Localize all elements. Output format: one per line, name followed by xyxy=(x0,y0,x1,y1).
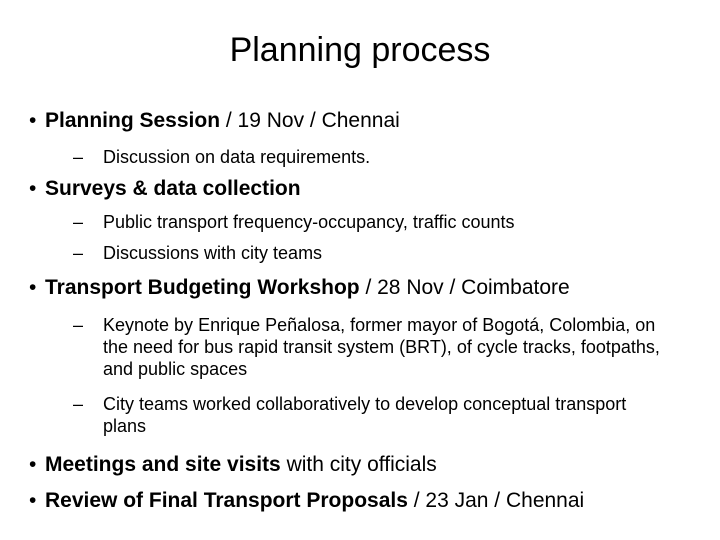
bullet-item-planning-session xyxy=(29,108,400,134)
bullet-rest-text: / 19 Nov / Chennai xyxy=(220,109,400,132)
sub-item-text: Discussion on data requirements. xyxy=(103,147,371,167)
sub-item-text: Public transport frequency-occupancy, traffic counts xyxy=(103,212,515,232)
bullet-rest-text: / 28 Nov / Coimbatore xyxy=(359,276,570,299)
bullet-item-surveys xyxy=(29,176,301,202)
sub-item-text: Discussions with city teams xyxy=(103,243,323,263)
bullet-icon: • xyxy=(29,276,37,299)
bullet-icon: • xyxy=(29,177,37,200)
bullet-bold-text: Review of Final Transport Proposals xyxy=(45,489,408,512)
sub-item-public-transport xyxy=(73,211,693,233)
sub-item-city-teams-discussions xyxy=(73,242,693,264)
sub-item-text: City teams worked collaboratively to develop conceptual transport plans xyxy=(103,394,627,436)
slide-title: Planning process xyxy=(229,31,491,69)
bullet-bold-text: Surveys & data collection xyxy=(45,177,301,200)
bullet-icon: • xyxy=(29,453,37,476)
sub-item-keynote xyxy=(73,314,663,380)
dash-icon: – xyxy=(73,243,84,263)
bullet-bold-text: Planning Session xyxy=(45,109,221,132)
bullet-item-workshop xyxy=(29,275,570,301)
bullet-icon: • xyxy=(29,109,37,132)
bullet-rest-text: / 23 Jan / Chennai xyxy=(407,489,585,512)
bullet-bold-text: Meetings and site visits xyxy=(45,453,281,476)
sub-item-city-teams-worked xyxy=(73,393,668,437)
dash-icon: – xyxy=(73,315,84,335)
dash-icon: – xyxy=(73,147,84,167)
dash-icon: – xyxy=(73,394,84,414)
bullet-item-meetings xyxy=(29,452,437,478)
dash-icon: – xyxy=(73,212,84,232)
bullet-icon: • xyxy=(29,489,37,512)
bullet-bold-text: Transport Budgeting Workshop xyxy=(45,276,360,299)
bullet-item-review xyxy=(29,488,585,514)
sub-item-discussion xyxy=(73,146,693,168)
sub-item-text: Keynote by Enrique Peñalosa, former mayor of Bogotá, Colombia, on the need for bus rapid transit system (BRT), of cycle tracks, footpaths, and public spaces xyxy=(103,315,660,379)
bullet-rest-text: with city officials xyxy=(280,453,437,476)
